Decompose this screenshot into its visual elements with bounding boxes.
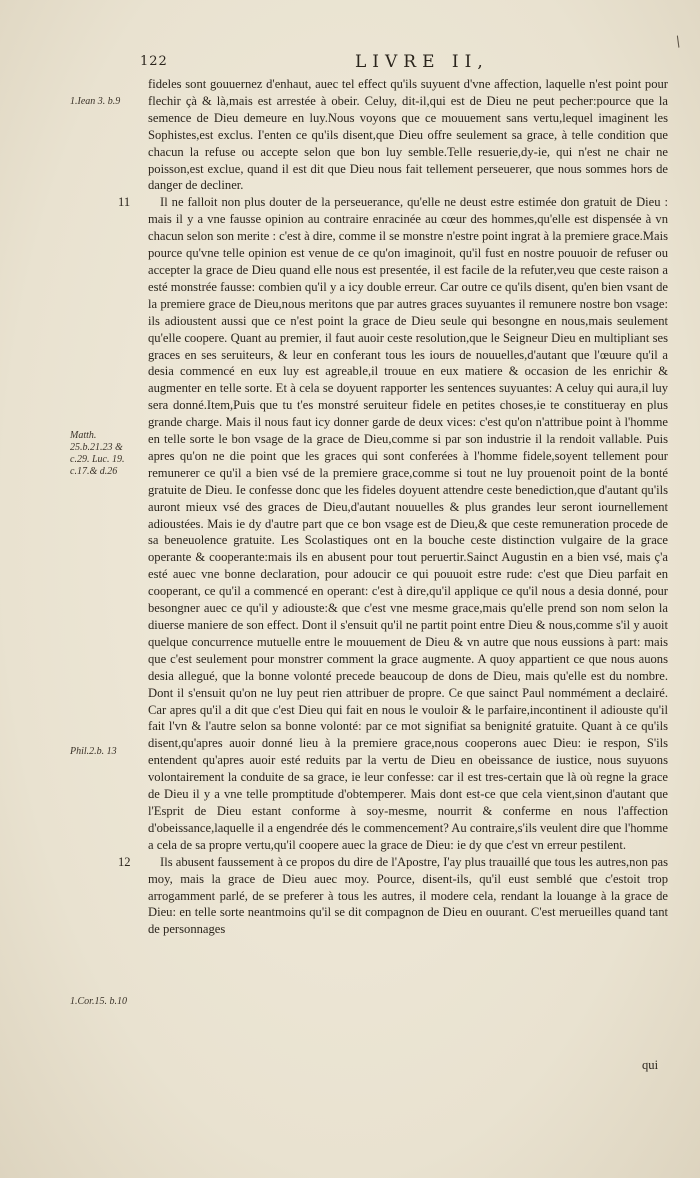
- margin-note: 1.Cor.15. b.10: [70, 996, 127, 1007]
- margin-note: Phil.2.b. 13: [70, 746, 117, 757]
- body-text: [118, 76, 668, 938]
- corner-mark: /: [672, 33, 684, 51]
- catchword: qui: [642, 1058, 659, 1072]
- margin-note: 1.Iean 3. b.9: [70, 96, 121, 107]
- paragraph-block: [118, 194, 668, 853]
- page-header: [140, 50, 670, 72]
- margin-note: Matth. 25.b.21.23 & c.29. Luc. 19. c.17.& d.26: [70, 430, 125, 477]
- paragraph: fideles sont gouuernez d'enhaut, auec tel effect qu'ils suyuent d'vne affection, laquelle n'est point pour flechir çà & là,mais est arrestée à obeir. Celuy, dit-il,qui est de Dieu ne peut pecher:pource que la semence de Dieu demeure en luy.Nous voyons que ce mouuement sans vertu,lequel imaginent les Sophistes,est exclus. I'enten ce qu'ils disent,que Dieu offre seulement sa grace, à telle condition que chacun la refuse ou accepte selon que bon luy semble.Telle resuerie,dy-ie, qui n'est ne chair ne poisson,est exclue, quand il est dit que Dieu nous fait tellement perseuerer, que nous sommes hors de danger de decliner.: [148, 77, 668, 193]
- running-head: LIVRE II,: [355, 52, 489, 72]
- page-number: 122: [140, 54, 168, 69]
- paragraph: Ils abusent faussement à ce propos du dire de l'Apostre, I'ay plus trauaillé que tous les autres,non pas moy, mais la grace de Dieu auec moy. Pource, disent-ils, qu'il eust semblé que c'estoit trop arrogamment parlé, de se preferer à tous les autres, il modere cela, rendant la louange à la grace de Dieu: en telle sorte neantmoins qu'il se dit compagnon de Dieu en ouurant. C'est merueilles quand tant de personnages: [148, 854, 668, 937]
- paragraph-number: 11: [118, 195, 131, 210]
- paragraph-block: [118, 854, 668, 939]
- paragraph-number: 12: [118, 854, 131, 869]
- paragraph: Il ne falloit non plus douter de la perseuerance, qu'elle ne deust estre estimée don gratuit de Dieu : mais il y a vne fausse opinion au contraire enracinée au cœur des hommes,qu'elle est dispensée à vn chacun selon son merite : c'est à dire, comme il se monstre n'estre point ingrat à la premiere grace.Mais pource qu'vne telle opinion est venue de ce qu'on imaginoit, qu'il fust en nostre pouuoir de refuser ou accepter la grace de Dieu quand elle nous est presentée, il est facile de la refuter,veu que ceste raison a esté monstrée fausse: combien qu'il y a icy double erreur. Car outre ce qu'ils disent, qu'en bien vsant de la premiere grace de Dieu,nous meritons que par autres graces suyuantes il remunere nostre bon vsage: ils adioustent aussi que ce n'est point la grace de Dieu seule qui besongne en nous,mais seulement qu'elle coopere. Quant au premier, il faut auoir ceste resolution,que le Seigneur Dieu en multipliant ses graces en ses seruiteurs, & leur en conferant tous les iours de nouuelles,d'autant que l'œuure qu'il a desia commencé en eux luy est agreable,il trouue en eux matiere & occasion de les enrichir & augmenter en telle sorte. Et à cela se doyuent rapporter les sentences suyuantes: A celuy qui aura,il luy sera donné.Item,Puis que tu t'es monstré seruiteur fidele en petites choses,ie te constitueray en plus grande charge. Mais il nous faut icy donner garde de deux vices: c'est qu'on n'attribue point à l'homme en telle sorte le bon vsage de la grace de Dieu,comme si par son industrie il la rendoit vallable. Puis apres qu'on ne die point que les graces qui sont conferées à l'homme fidele,soyent tellement pour remunerer ce qu'il a bien vsé de la premiere grace,comme si tout ne luy prouenoit point de la bonté gratuite de Dieu. Ie confesse donc que les fideles doyuent attendre ceste benediction,que d'autant qu'ils auront mieux vsé des graces de Dieu,d'autant nouuelles & plus grandes leur seront iournellement adioustées. Mais ie dy d'autre part que ce bon vsage est de Dieu,& que ceste remuneration procede de sa beneuolence gratuite. Les Scolastiques ont en la bouche ceste distinction vulgaire de la grace operante & cooperante:mais ils en abusent pour tout peruertir.Sainct Augustin en a bien vsé, mais ç'a esté auec vne bonne declaration, pour adoucir ce qui pouuoit estre rude: c'est que Dieu parfait en cooperant, ce qu'il a commencé en operant: c'est à dire,qu'il applique ce qu'il nous a desia donné, pour besongner auec ce qu'il y adiouste:& que c'est vne mesme grace,mais qu'elle prend son nom selon la diuerse maniere de son effect. Dont il s'ensuit qu'il ne partit point entre Dieu & nous,comme s'il y auoit quelque concurrence mutuelle entre le mouuement de Dieu & vn autre que nous eussions à part: mais que c'est seulement pour monstrer comment la grace augmente. A quoy appartient ce que nous auons desia allegué, que la bonne volonté precede beaucoup de dons de Dieu, mais qu'elle est du nombre. Dont il s'ensuit qu'on ne luy peut rien attribuer de propre. Ce que sainct Paul nommément a declairé. Car apres qu'il a dit que c'est Dieu qui fait en nous le vouloir & le parfaire,incontinent il adiouste qu'il fait l'vn & l'autre selon sa bonne volonté: par ce mot signifiat sa benignité gratuite. Quant à ce qu'ils disent,qu'apres auoir donné lieu à la premiere grace,nous cooperons auec Dieu: ie respon, S'ils entendent qu'apres auoir esté reduits par la vertu de Dieu en obeissance de iustice, nous suyuons volontairement la conduite de sa grace, ie leur confesse: car il est tres-certain que là où regne la grace de Dieu il y a vne telle promptitude d'obtemperer. Mais dont est-ce que cela vient,sinon d'autant que l'Esprit de Dieu estant conforme à soy-mesme, nourrit & conferme en nous l'affection d'obeissance,laquelle il a engendrée dés le commencement? Au contraire,s'ils veulent dire que l'homme a cela de sa propre vertu,qu'il coopere auec la grace de Dieu: ie dy que c'est vn erreur pestilent.: [148, 195, 668, 852]
